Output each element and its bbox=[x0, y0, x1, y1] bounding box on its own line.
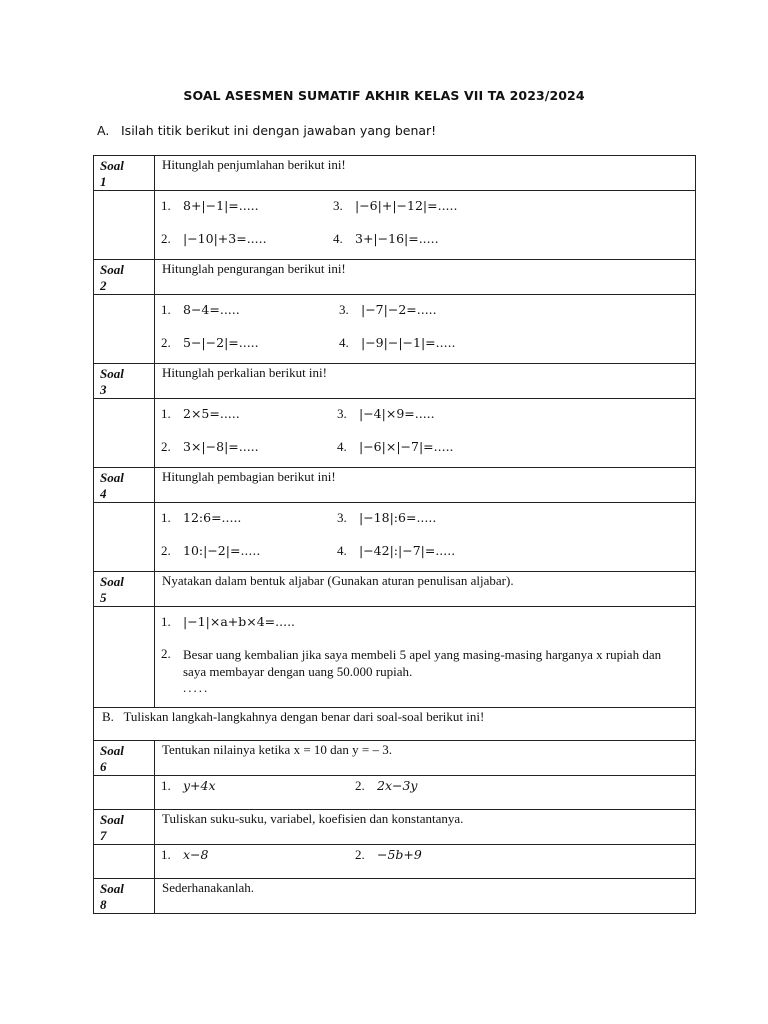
soal-4-instruction: Hitunglah pembagian berikut ini! bbox=[155, 468, 696, 503]
problem-item: 2. |−10|+3=..... bbox=[161, 231, 267, 246]
problem-item: 2. 3×|−8|=..... bbox=[161, 439, 259, 454]
soal-1-instruction: Hitunglah penjumlahan berikut ini! bbox=[155, 156, 696, 191]
problem-item: 2. 10:|−2|=..... bbox=[161, 543, 261, 558]
soal-label-word: Soal bbox=[100, 574, 124, 589]
section-b-text: Tuliskan langkah-langkahnya dengan benar dari soal-soal berikut ini! bbox=[123, 709, 485, 724]
empty-cell bbox=[94, 503, 155, 572]
problem-item: 1. 8−4=..... bbox=[161, 302, 240, 317]
soal-7-items bbox=[155, 845, 696, 879]
section-b-heading bbox=[94, 708, 696, 741]
soal-label-word: Soal bbox=[100, 881, 124, 896]
section-a-heading bbox=[97, 123, 436, 138]
soal-5-items-row bbox=[94, 607, 696, 708]
soal-4-header-row bbox=[94, 468, 696, 503]
problem-item: 3. |−4|×9=..... bbox=[337, 406, 435, 421]
soal-7-label bbox=[94, 810, 155, 845]
problem-item: 1. y+4x bbox=[161, 778, 216, 793]
soal-number: 3 bbox=[100, 382, 107, 397]
problem-item: 3. |−7|−2=..... bbox=[339, 302, 437, 317]
word-problem-item bbox=[161, 646, 677, 680]
soal-2-label bbox=[94, 260, 155, 295]
soal-2-instruction: Hitunglah pengurangan berikut ini! bbox=[155, 260, 696, 295]
document-title: SOAL ASESMEN SUMATIF AKHIR KELAS VII TA 2023/2024 bbox=[183, 88, 585, 103]
question-table bbox=[93, 155, 696, 914]
empty-cell bbox=[94, 845, 155, 879]
soal-3-items-row bbox=[94, 399, 696, 468]
soal-5-instruction: Nyatakan dalam bentuk aljabar (Gunakan aturan penulisan aljabar). bbox=[155, 572, 696, 607]
section-b-row bbox=[94, 708, 696, 741]
soal-label-word: Soal bbox=[100, 743, 124, 758]
problem-item: 1. 2×5=..... bbox=[161, 406, 240, 421]
soal-7-items-row bbox=[94, 845, 696, 879]
soal-number: 2 bbox=[100, 278, 107, 293]
soal-number: 1 bbox=[100, 174, 107, 189]
soal-3-label bbox=[94, 364, 155, 399]
soal-number: 4 bbox=[100, 486, 107, 501]
soal-label-word: Soal bbox=[100, 470, 124, 485]
soal-label-word: Soal bbox=[100, 366, 124, 381]
soal-5-label bbox=[94, 572, 155, 607]
soal-5-items bbox=[155, 607, 696, 708]
problem-item: 4. |−42|:|−7|=..... bbox=[337, 543, 456, 558]
section-a-text: Isilah titik berikut ini dengan jawaban yang benar! bbox=[121, 123, 437, 138]
problem-item: 4. |−9|−|−1|=..... bbox=[339, 335, 456, 350]
problem-item: 3. |−6|+|−12|=..... bbox=[333, 198, 458, 213]
soal-label-word: Soal bbox=[100, 262, 124, 277]
problem-item: 4. |−6|×|−7|=..... bbox=[337, 439, 454, 454]
soal-1-items-row bbox=[94, 191, 696, 260]
section-b-label: B. bbox=[102, 709, 114, 724]
problem-item: 1. |−1|×a+b×4=..... bbox=[161, 614, 296, 629]
problem-item: 3. |−18|:6=..... bbox=[337, 510, 437, 525]
soal-3-instruction: Hitunglah perkalian berikut ini! bbox=[155, 364, 696, 399]
problem-item: 2. −5b+9 bbox=[355, 847, 422, 862]
soal-number: 8 bbox=[100, 897, 107, 912]
soal-4-items-row bbox=[94, 503, 696, 572]
problem-item: 1. 12:6=..... bbox=[161, 510, 242, 525]
soal-1-header-row bbox=[94, 156, 696, 191]
empty-cell bbox=[94, 191, 155, 260]
soal-8-header-row bbox=[94, 879, 696, 914]
problem-item: 1. x−8 bbox=[161, 847, 209, 862]
soal-8-instruction: Sederhanakanlah. bbox=[155, 879, 696, 914]
soal-1-items bbox=[155, 191, 696, 260]
soal-6-label bbox=[94, 741, 155, 776]
soal-6-items-row bbox=[94, 776, 696, 810]
word-problem-text: Besar uang kembalian jika saya membeli 5 apel yang masing-masing harganya x rupiah dan saya membayar dengan uang 50.000 rupiah. bbox=[183, 647, 662, 679]
soal-3-header-row bbox=[94, 364, 696, 399]
answer-dots: ..... bbox=[183, 680, 210, 695]
soal-6-items bbox=[155, 776, 696, 810]
soal-7-instruction: Tuliskan suku-suku, variabel, koefisien dan konstantanya. bbox=[155, 810, 696, 845]
soal-6-instruction: Tentukan nilainya ketika x = 10 dan y = – 3. bbox=[155, 741, 696, 776]
soal-2-items bbox=[155, 295, 696, 364]
problem-item: 2. 5−|−2|=..... bbox=[161, 335, 259, 350]
problem-item: 4. 3+|−16|=..... bbox=[333, 231, 439, 246]
empty-cell bbox=[94, 776, 155, 810]
soal-1-label bbox=[94, 156, 155, 191]
soal-8-label bbox=[94, 879, 155, 914]
problem-item: 1. 8+|−1|=..... bbox=[161, 198, 259, 213]
soal-label-word: Soal bbox=[100, 158, 124, 173]
empty-cell bbox=[94, 607, 155, 708]
soal-2-items-row bbox=[94, 295, 696, 364]
soal-3-items bbox=[155, 399, 696, 468]
soal-number: 5 bbox=[100, 590, 107, 605]
soal-number: 7 bbox=[100, 828, 107, 843]
problem-item: 2. 2x−3y bbox=[355, 778, 418, 793]
soal-5-header-row bbox=[94, 572, 696, 607]
soal-7-header-row bbox=[94, 810, 696, 845]
soal-label-word: Soal bbox=[100, 812, 124, 827]
empty-cell bbox=[94, 399, 155, 468]
soal-number: 6 bbox=[100, 759, 107, 774]
soal-6-header-row bbox=[94, 741, 696, 776]
section-a-label: A. bbox=[97, 123, 110, 138]
empty-cell bbox=[94, 295, 155, 364]
soal-4-items bbox=[155, 503, 696, 572]
soal-2-header-row bbox=[94, 260, 696, 295]
item-number: 2. bbox=[161, 646, 171, 661]
soal-4-label bbox=[94, 468, 155, 503]
